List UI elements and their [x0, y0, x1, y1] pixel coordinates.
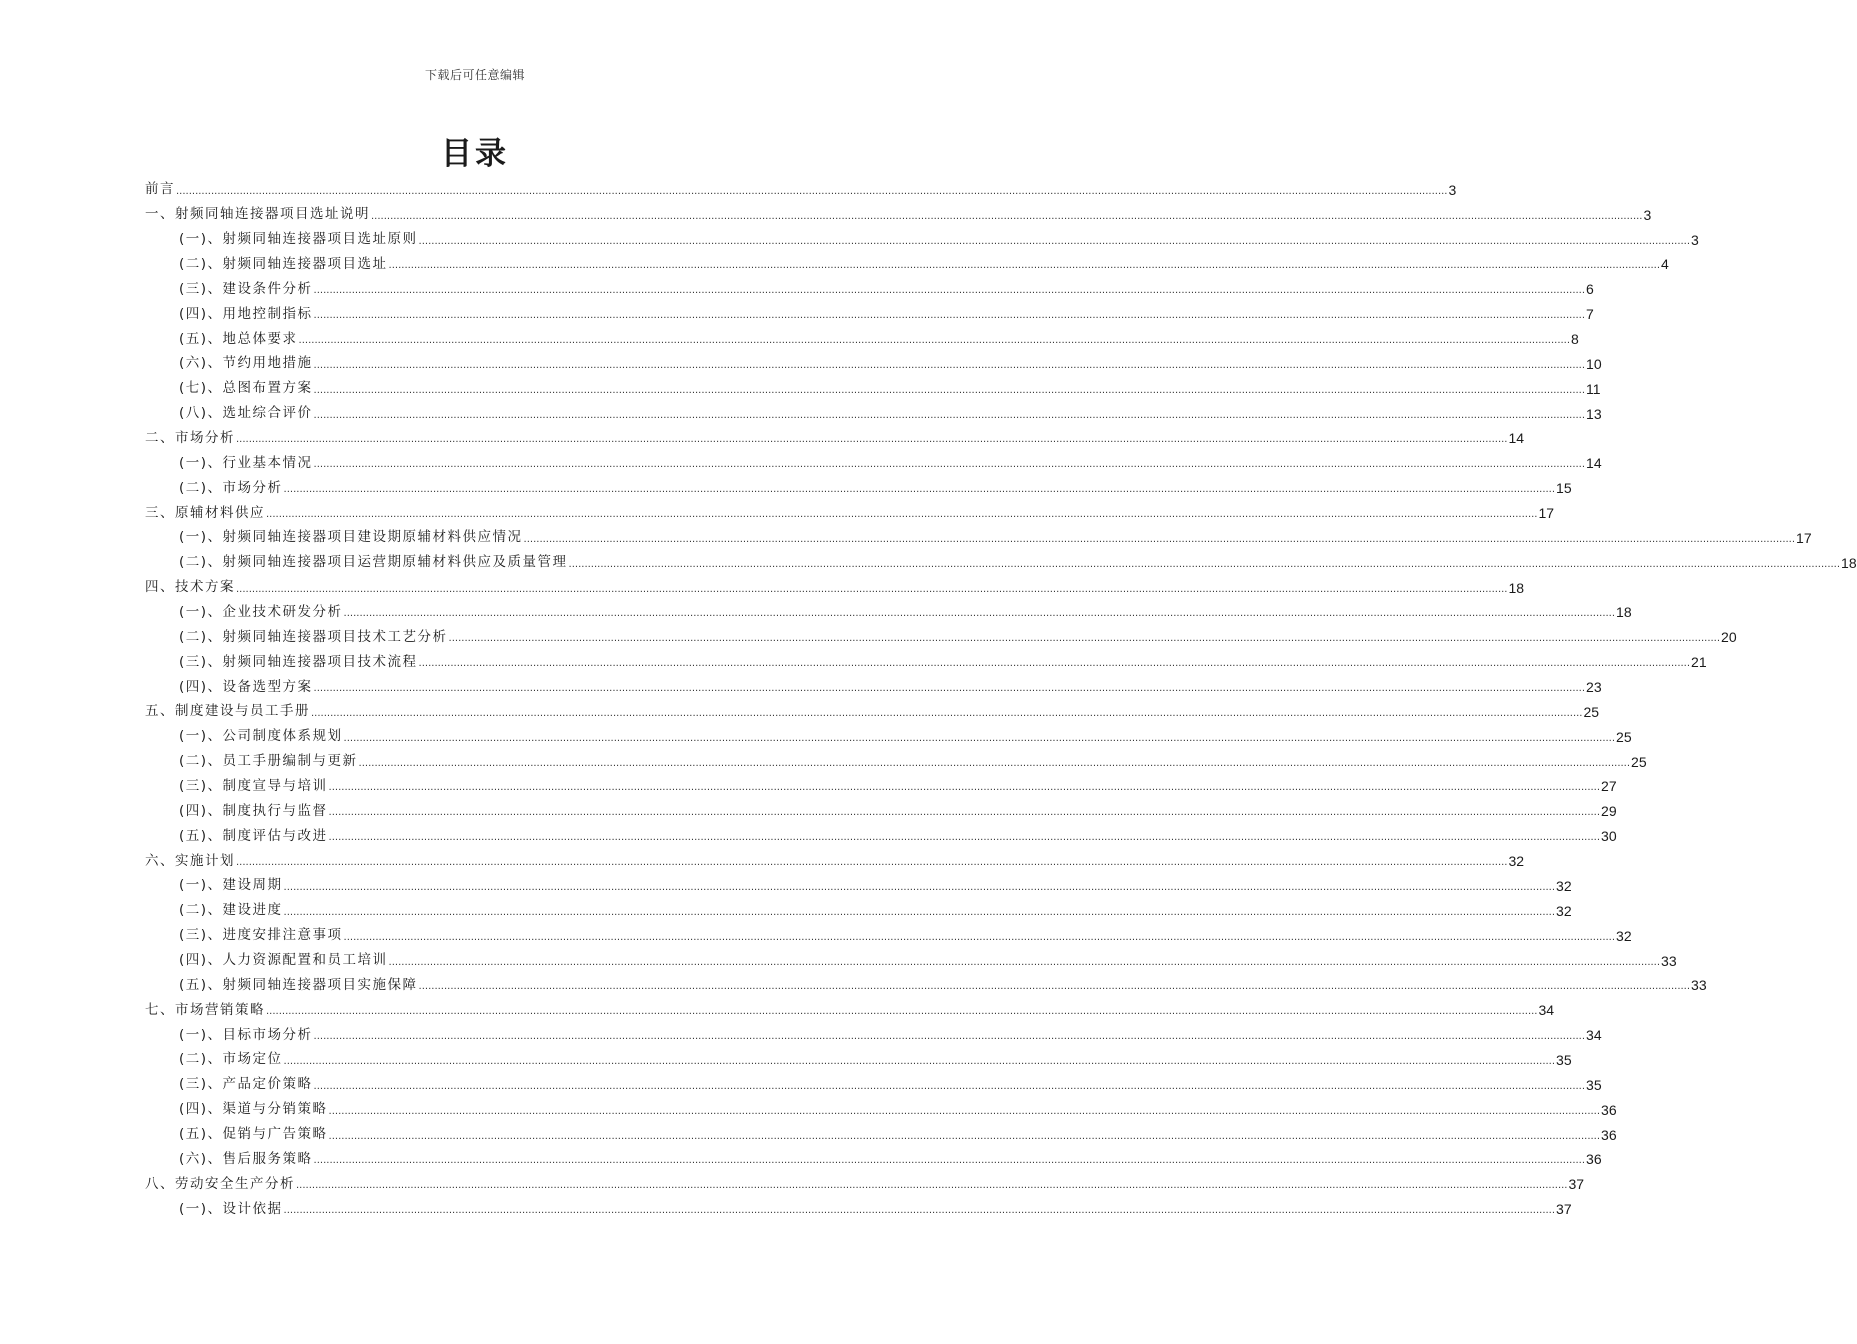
toc-dot-leader: ................................................................................................................................................................................................................................................................................................................................................................................................................ [568, 558, 1841, 570]
toc-entry-label: (三)、建设条件分析 [179, 280, 313, 297]
toc-dot-leader: ................................................................................................................................................................................................................................................................................................................................................................................................................ [283, 881, 1556, 893]
toc-dot-leader: ................................................................................................................................................................................................................................................................................................................................................................................................................ [236, 857, 1508, 869]
toc-entry-label: (四)、用地控制指标 [179, 305, 313, 322]
toc-entry-label: 前言 [145, 181, 175, 198]
toc-entry[interactable] [145, 398, 1602, 423]
toc-dot-leader: ................................................................................................................................................................................................................................................................................................................................................................................................................ [523, 533, 1796, 545]
toc-entry-page-number: 35 [1556, 1051, 1572, 1068]
toc-entry[interactable] [145, 870, 1572, 895]
toc-entry-label: (三)、射频同轴连接器项目技术流程 [179, 653, 418, 670]
toc-entry-label: 四、技术方案 [145, 579, 235, 596]
toc-entry-label: (二)、射频同轴连接器项目技术工艺分析 [179, 628, 448, 645]
toc-entry-page-number: 15 [1556, 480, 1572, 497]
toc-entry-label: (四)、制度执行与监督 [179, 802, 328, 819]
toc-entry-page-number: 3 [1643, 206, 1652, 223]
toc-entry[interactable] [145, 696, 1600, 721]
toc-entry-page-number: 3 [1448, 181, 1457, 198]
toc-entry[interactable] [145, 497, 1555, 522]
toc-entry[interactable] [145, 1044, 1572, 1069]
toc-dot-leader: ................................................................................................................................................................................................................................................................................................................................................................................................................ [266, 1006, 1538, 1018]
toc-dot-leader: ................................................................................................................................................................................................................................................................................................................................................................................................................ [328, 782, 1601, 794]
toc-dot-leader: ................................................................................................................................................................................................................................................................................................................................................................................................................ [343, 732, 1616, 744]
toc-entry-page-number: 30 [1601, 828, 1617, 845]
toc-entry[interactable] [145, 298, 1594, 323]
toc-entry-page-number: 33 [1691, 977, 1707, 994]
toc-dot-leader: ................................................................................................................................................................................................................................................................................................................................................................................................................ [328, 1105, 1601, 1117]
toc-entry[interactable] [145, 447, 1602, 472]
toc-entry[interactable] [145, 423, 1525, 448]
toc-dot-leader: ................................................................................................................................................................................................................................................................................................................................................................................................................ [176, 185, 1448, 197]
toc-entry[interactable] [145, 845, 1525, 870]
toc-entry-label: (一)、射频同轴连接器项目选址原则 [179, 231, 418, 248]
toc-entry[interactable] [145, 795, 1617, 820]
toc-entry-page-number: 14 [1586, 455, 1602, 472]
toc-entry-page-number: 37 [1568, 1176, 1585, 1193]
page-header: 下载后可任意编辑 [424, 68, 525, 82]
toc-entry-page-number: 20 [1721, 629, 1737, 646]
toc-entry[interactable] [145, 1119, 1617, 1144]
toc-entry-label: 三、原辅材料供应 [145, 504, 265, 521]
toc-entry[interactable] [145, 522, 1812, 547]
toc-entry-page-number: 36 [1601, 1126, 1617, 1143]
toc-dot-leader: ................................................................................................................................................................................................................................................................................................................................................................................................................ [328, 807, 1601, 819]
toc-entry[interactable] [145, 895, 1572, 920]
toc-entry-label: (四)、渠道与分销策略 [179, 1101, 328, 1118]
toc-entry-page-number: 33 [1661, 952, 1677, 969]
toc-entry-label: 八、劳动安全生产分析 [145, 1175, 295, 1192]
toc-dot-leader: ................................................................................................................................................................................................................................................................................................................................................................................................................ [313, 359, 1586, 371]
toc-entry-page-number: 32 [1556, 902, 1572, 919]
toc-entry-page-number: 36 [1601, 1101, 1617, 1118]
toc-dot-leader: ................................................................................................................................................................................................................................................................................................................................................................................................................ [313, 310, 1586, 322]
toc-dot-leader: ................................................................................................................................................................................................................................................................................................................................................................................................................ [343, 608, 1616, 620]
toc-entry-page-number: 13 [1586, 405, 1602, 422]
toc-dot-leader: ................................................................................................................................................................................................................................................................................................................................................................................................................ [266, 509, 1538, 521]
toc-entry-page-number: 6 [1586, 281, 1594, 298]
toc-entry-label: (一)、建设周期 [179, 877, 283, 894]
toc-dot-leader: ................................................................................................................................................................................................................................................................................................................................................................................................................ [418, 658, 1691, 670]
toc-entry[interactable] [145, 970, 1707, 995]
toc-entry[interactable] [145, 174, 1457, 199]
toc-entry[interactable] [145, 273, 1594, 298]
toc-dot-leader: ................................................................................................................................................................................................................................................................................................................................................................................................................ [448, 633, 1721, 645]
toc-entry-label: (六)、售后服务策略 [179, 1150, 313, 1167]
toc-entry-label: (三)、产品定价策略 [179, 1076, 313, 1093]
toc-entry-page-number: 10 [1586, 355, 1602, 372]
toc-entry-label: (一)、企业技术研发分析 [179, 603, 343, 620]
toc-dot-leader: ................................................................................................................................................................................................................................................................................................................................................................................................................ [283, 1205, 1556, 1217]
toc-entry-page-number: 17 [1796, 529, 1812, 546]
toc-dot-leader: ................................................................................................................................................................................................................................................................................................................................................................................................................ [313, 1031, 1586, 1043]
toc-entry-label: 七、市场营销策略 [145, 1001, 265, 1018]
toc-entry-page-number: 32 [1508, 853, 1525, 870]
toc-entry-label: (一)、行业基本情况 [179, 454, 313, 471]
toc-entry-page-number: 21 [1691, 654, 1707, 671]
toc-title: 目录 [441, 136, 509, 172]
toc-entry[interactable] [145, 1193, 1572, 1218]
toc-dot-leader: ................................................................................................................................................................................................................................................................................................................................................................................................................ [236, 434, 1508, 446]
toc-dot-leader: ................................................................................................................................................................................................................................................................................................................................................................................................................ [296, 1180, 1568, 1192]
toc-entry-page-number: 25 [1616, 728, 1632, 745]
toc-entry[interactable] [145, 771, 1617, 796]
toc-entry-label: (二)、市场定位 [179, 1051, 283, 1068]
toc-entry-page-number: 34 [1538, 1002, 1555, 1019]
toc-dot-leader: ................................................................................................................................................................................................................................................................................................................................................................................................................ [236, 583, 1508, 595]
toc-entry-page-number: 23 [1586, 679, 1602, 696]
toc-entry[interactable] [145, 1019, 1602, 1044]
toc-entry-label: (六)、节约用地措施 [179, 355, 313, 372]
toc-entry[interactable] [145, 621, 1737, 646]
toc-entry-page-number: 18 [1616, 604, 1632, 621]
toc-entry-page-number: 27 [1601, 778, 1617, 795]
toc-entry-label: (一)、公司制度体系规划 [179, 728, 343, 745]
toc-dot-leader: ................................................................................................................................................................................................................................................................................................................................................................................................................ [313, 683, 1586, 695]
toc-entry[interactable] [145, 1144, 1602, 1169]
toc-entry[interactable] [145, 945, 1677, 970]
toc-entry[interactable] [145, 746, 1647, 771]
toc-entry[interactable] [145, 1094, 1617, 1119]
toc-dot-leader: ................................................................................................................................................................................................................................................................................................................................................................................................................ [313, 1080, 1586, 1092]
toc-dot-leader: ................................................................................................................................................................................................................................................................................................................................................................................................................ [343, 931, 1616, 943]
toc-entry-page-number: 18 [1508, 579, 1525, 596]
toc-dot-leader: ................................................................................................................................................................................................................................................................................................................................................................................................................ [388, 260, 1661, 272]
toc-entry-page-number: 32 [1616, 927, 1632, 944]
toc-entry-label: (八)、选址综合评价 [179, 405, 313, 422]
toc-dot-leader: ................................................................................................................................................................................................................................................................................................................................................................................................................ [388, 956, 1661, 968]
toc-dot-leader: ................................................................................................................................................................................................................................................................................................................................................................................................................ [328, 1130, 1601, 1142]
toc-entry-label: (五)、射频同轴连接器项目实施保障 [179, 976, 418, 993]
toc-entry[interactable] [145, 994, 1555, 1019]
toc-entry-label: (一)、目标市场分析 [179, 1026, 313, 1043]
toc-entry[interactable] [145, 199, 1652, 224]
toc-entry[interactable] [145, 547, 1857, 572]
toc-entry[interactable] [145, 572, 1525, 597]
toc-entry-label: (三)、进度安排注意事项 [179, 927, 343, 944]
toc-entry-page-number: 14 [1508, 430, 1525, 447]
toc-entry-page-number: 37 [1556, 1201, 1572, 1218]
toc-entry-label: (一)、射频同轴连接器项目建设期原辅材料供应情况 [179, 529, 523, 546]
toc-entry-page-number: 3 [1691, 231, 1699, 248]
toc-entry-label: 二、市场分析 [145, 429, 235, 446]
toc-entry-label: (四)、设备选型方案 [179, 678, 313, 695]
toc-entry[interactable] [145, 671, 1602, 696]
toc-entry-label: (三)、制度宣导与培训 [179, 777, 328, 794]
toc-entry-label: (七)、总图布置方案 [179, 380, 313, 397]
toc-dot-leader: ................................................................................................................................................................................................................................................................................................................................................................................................................ [418, 981, 1691, 993]
toc-entry[interactable] [145, 373, 1601, 398]
toc-entry-label: (二)、射频同轴连接器项目运营期原辅材料供应及质量管理 [179, 554, 568, 571]
toc-entry-label: 六、实施计划 [145, 852, 235, 869]
toc-entry-page-number: 11 [1586, 380, 1601, 397]
toc-dot-leader: ................................................................................................................................................................................................................................................................................................................................................................................................................ [311, 707, 1583, 719]
toc-entry-label: (五)、促销与广告策略 [179, 1126, 328, 1143]
toc-dot-leader: ................................................................................................................................................................................................................................................................................................................................................................................................................ [283, 484, 1556, 496]
toc-entry-page-number: 25 [1631, 753, 1647, 770]
toc-dot-leader: ................................................................................................................................................................................................................................................................................................................................................................................................................ [298, 335, 1571, 347]
toc-entry-page-number: 18 [1841, 554, 1857, 571]
toc-entry-label: (二)、建设进度 [179, 902, 283, 919]
toc-entry[interactable] [145, 646, 1707, 671]
toc-entry[interactable] [145, 224, 1699, 249]
toc-dot-leader: ................................................................................................................................................................................................................................................................................................................................................................................................................ [313, 384, 1586, 396]
toc-entry-page-number: 32 [1556, 877, 1572, 894]
toc-entry[interactable] [145, 1168, 1585, 1193]
toc-entry-page-number: 25 [1583, 703, 1600, 720]
toc-dot-leader: ................................................................................................................................................................................................................................................................................................................................................................................................................ [313, 459, 1586, 471]
toc-entry-page-number: 8 [1571, 331, 1579, 348]
toc-entry-label: (二)、射频同轴连接器项目选址 [179, 255, 388, 272]
toc-entry[interactable] [145, 920, 1632, 945]
toc-entry-page-number: 17 [1538, 505, 1555, 522]
toc-dot-leader: ................................................................................................................................................................................................................................................................................................................................................................................................................ [283, 906, 1556, 918]
toc-entry[interactable] [145, 249, 1669, 274]
toc-dot-leader: ................................................................................................................................................................................................................................................................................................................................................................................................................ [371, 210, 1643, 222]
toc-entry[interactable] [145, 820, 1617, 845]
toc-entry-label: (五)、地总体要求 [179, 330, 298, 347]
toc-entry[interactable] [145, 323, 1579, 348]
toc-entry-label: (二)、员工手册编制与更新 [179, 753, 358, 770]
toc-dot-leader: ................................................................................................................................................................................................................................................................................................................................................................................................................ [313, 285, 1586, 297]
toc-entry-label: (四)、人力资源配置和员工培训 [179, 952, 388, 968]
toc-dot-leader: ................................................................................................................................................................................................................................................................................................................................................................................................................ [313, 1155, 1586, 1167]
toc-entry[interactable] [145, 721, 1632, 746]
toc-entry[interactable] [145, 1069, 1602, 1094]
toc-entry-label: 一、射频同轴连接器项目选址说明 [145, 206, 370, 223]
toc-entry-label: (一)、设计依据 [179, 1200, 283, 1217]
table-of-contents [145, 174, 1857, 1218]
toc-dot-leader: ................................................................................................................................................................................................................................................................................................................................................................................................................ [328, 832, 1601, 844]
toc-entry-page-number: 29 [1601, 803, 1617, 820]
toc-entry[interactable] [145, 597, 1632, 622]
toc-entry-label: (二)、市场分析 [179, 479, 283, 496]
toc-entry-label: (五)、制度评估与改进 [179, 827, 328, 844]
toc-dot-leader: ................................................................................................................................................................................................................................................................................................................................................................................................................ [283, 1055, 1556, 1067]
toc-entry[interactable] [145, 348, 1602, 373]
toc-entry-page-number: 35 [1586, 1076, 1602, 1093]
toc-entry-label: 五、制度建设与员工手册 [145, 703, 310, 720]
toc-dot-leader: ................................................................................................................................................................................................................................................................................................................................................................................................................ [358, 757, 1631, 769]
toc-dot-leader: ................................................................................................................................................................................................................................................................................................................................................................................................................ [313, 409, 1586, 421]
toc-entry-page-number: 36 [1586, 1151, 1602, 1168]
toc-dot-leader: ................................................................................................................................................................................................................................................................................................................................................................................................................ [418, 235, 1691, 247]
toc-entry-page-number: 7 [1586, 306, 1594, 323]
toc-entry[interactable] [145, 472, 1572, 497]
toc-entry-page-number: 34 [1586, 1027, 1602, 1044]
toc-entry-page-number: 4 [1661, 256, 1669, 273]
